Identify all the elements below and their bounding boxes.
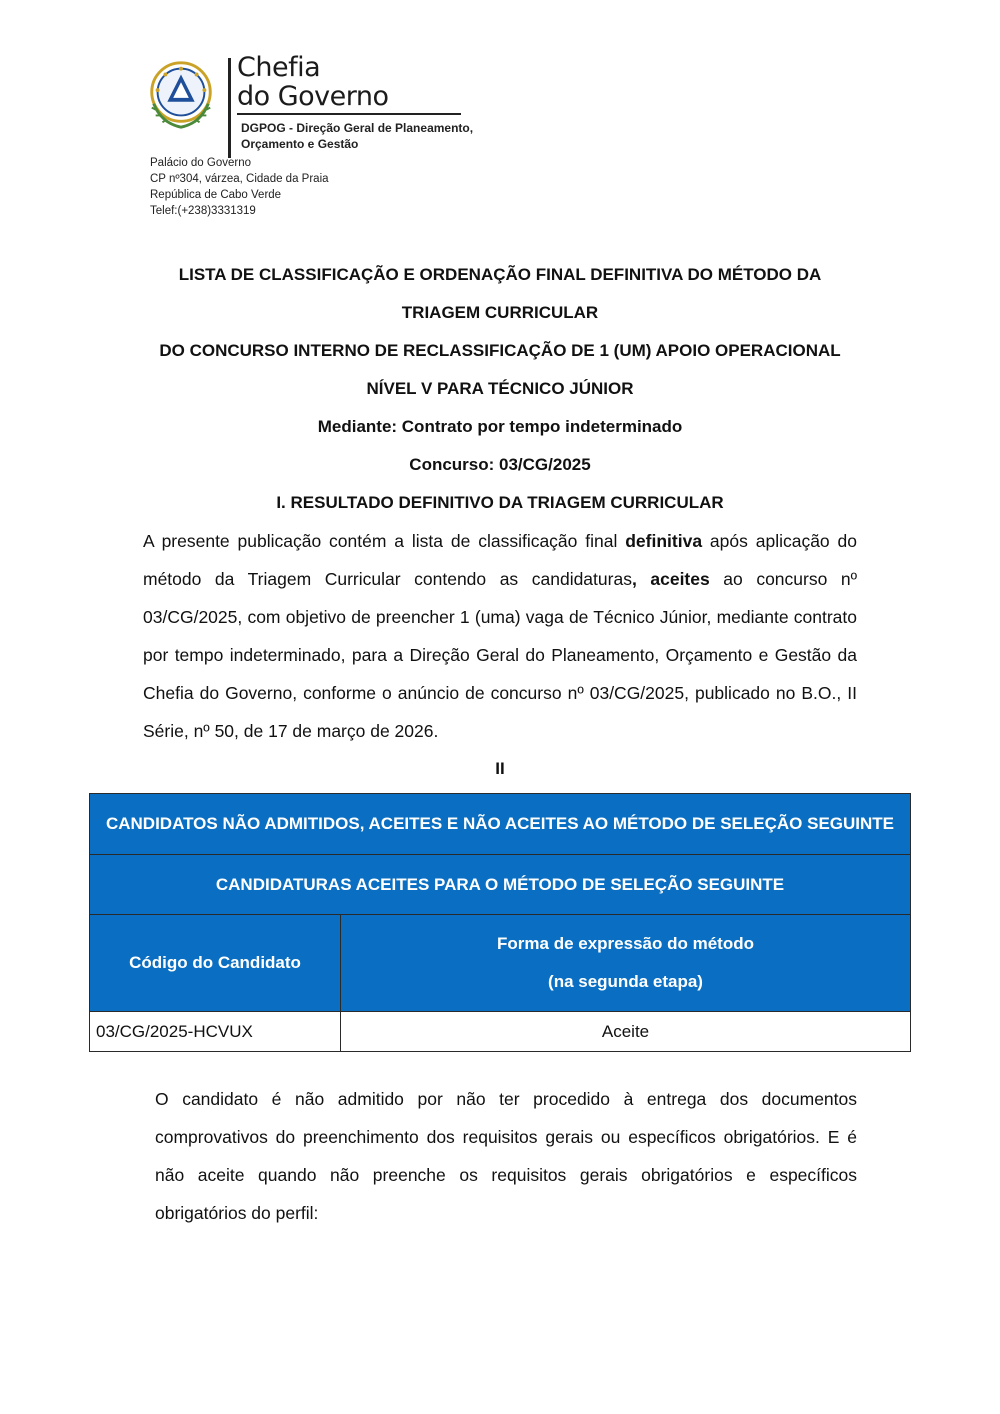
brand-wordmark (237, 53, 389, 111)
logo-divider (228, 58, 231, 158)
title-line: DO CONCURSO INTERNO DE RECLASSIFICAÇÃO DE 1 (UM) APOIO OPERACIONAL (159, 341, 841, 360)
title-line: Concurso: 03/CG/2025 (409, 455, 591, 474)
section-label: II (495, 759, 505, 778)
document-title-block (90, 256, 910, 522)
intro-paragraph (143, 522, 857, 750)
section-heading: I. RESULTADO DEFINITIVO DA TRIAGEM CURRICULAR (276, 493, 724, 512)
text-run: A presente publicação contém a lista de classificação final (143, 531, 626, 551)
coat-of-arms-icon (142, 55, 220, 133)
address-line: Telef:(+238)3331319 (150, 205, 256, 217)
address-line: CP nº304, várzea, Cidade da Praia (150, 173, 329, 185)
address-block (150, 155, 329, 219)
column-header-method-line1: Forma de expressão do método (497, 934, 754, 953)
column-header-method (341, 915, 911, 1012)
title-line: TRIAGEM CURRICULAR (401, 303, 599, 322)
department-name: DGPOG - Direção Geral de Planeamento, Orçamento e Gestão (241, 121, 474, 151)
title-line: LISTA DE CLASSIFICAÇÃO E ORDENAÇÃO FINAL DEFINITIVA DO MÉTODO DA (178, 265, 822, 284)
bold-text: , aceites (631, 569, 710, 589)
title-line: Mediante: Contrato por tempo indeterminado (317, 417, 683, 436)
bold-text: definitiva (625, 531, 703, 551)
results-table (89, 793, 911, 1052)
table-header-sub: CANDIDATURAS ACEITES PARA O MÉTODO DE SELEÇÃO SEGUINTE (90, 855, 911, 915)
candidate-result: Aceite (341, 1012, 911, 1052)
brand-line-1: Chefia (237, 52, 321, 83)
title-line: NÍVEL V PARA TÉCNICO JÚNIOR (366, 379, 634, 398)
text-run: ao concurso nº 03/CG/2025, com objetivo de preencher 1 (uma) vaga de Técnico Júnior, mediante contrato por tempo indeterminado, para a Direção Geral do Planeamento, Orçamento e Gestão da Chefia do Governo, conforme o anúncio de concurso nº 03/CG/2025, publicado no B.O., II Série, nº 50, de 17 de março de 2026. (143, 569, 858, 741)
brand-underline (237, 113, 461, 115)
table-header-main: CANDIDATOS NÃO ADMITIDOS, ACEITES E NÃO ACEITES AO MÉTODO DE SELEÇÃO SEGUINTE (90, 794, 911, 855)
text-run: após aplicação do método da Triagem Curricular contendo as candidaturas (143, 531, 857, 589)
address-line: República de Cabo Verde (150, 189, 282, 201)
column-header-method-line2: (na segunda etapa) (548, 972, 703, 991)
address-line: Palácio do Governo (150, 157, 252, 169)
explanation-paragraph: O candidato é não admitido por não ter procedido à entrega dos documentos comprovativos do preenchimento dos requisitos gerais ou específicos obrigatórios. E é não aceite quando não preenche os requisitos gerais obrigatórios e específicos obrigatórios do perfil: (155, 1089, 857, 1223)
column-header-code: Código do Candidato (90, 915, 341, 1012)
brand-line-2: do Governo (237, 81, 389, 112)
candidate-code: 03/CG/2025-HCVUX (90, 1012, 341, 1052)
table-row (90, 1012, 911, 1052)
